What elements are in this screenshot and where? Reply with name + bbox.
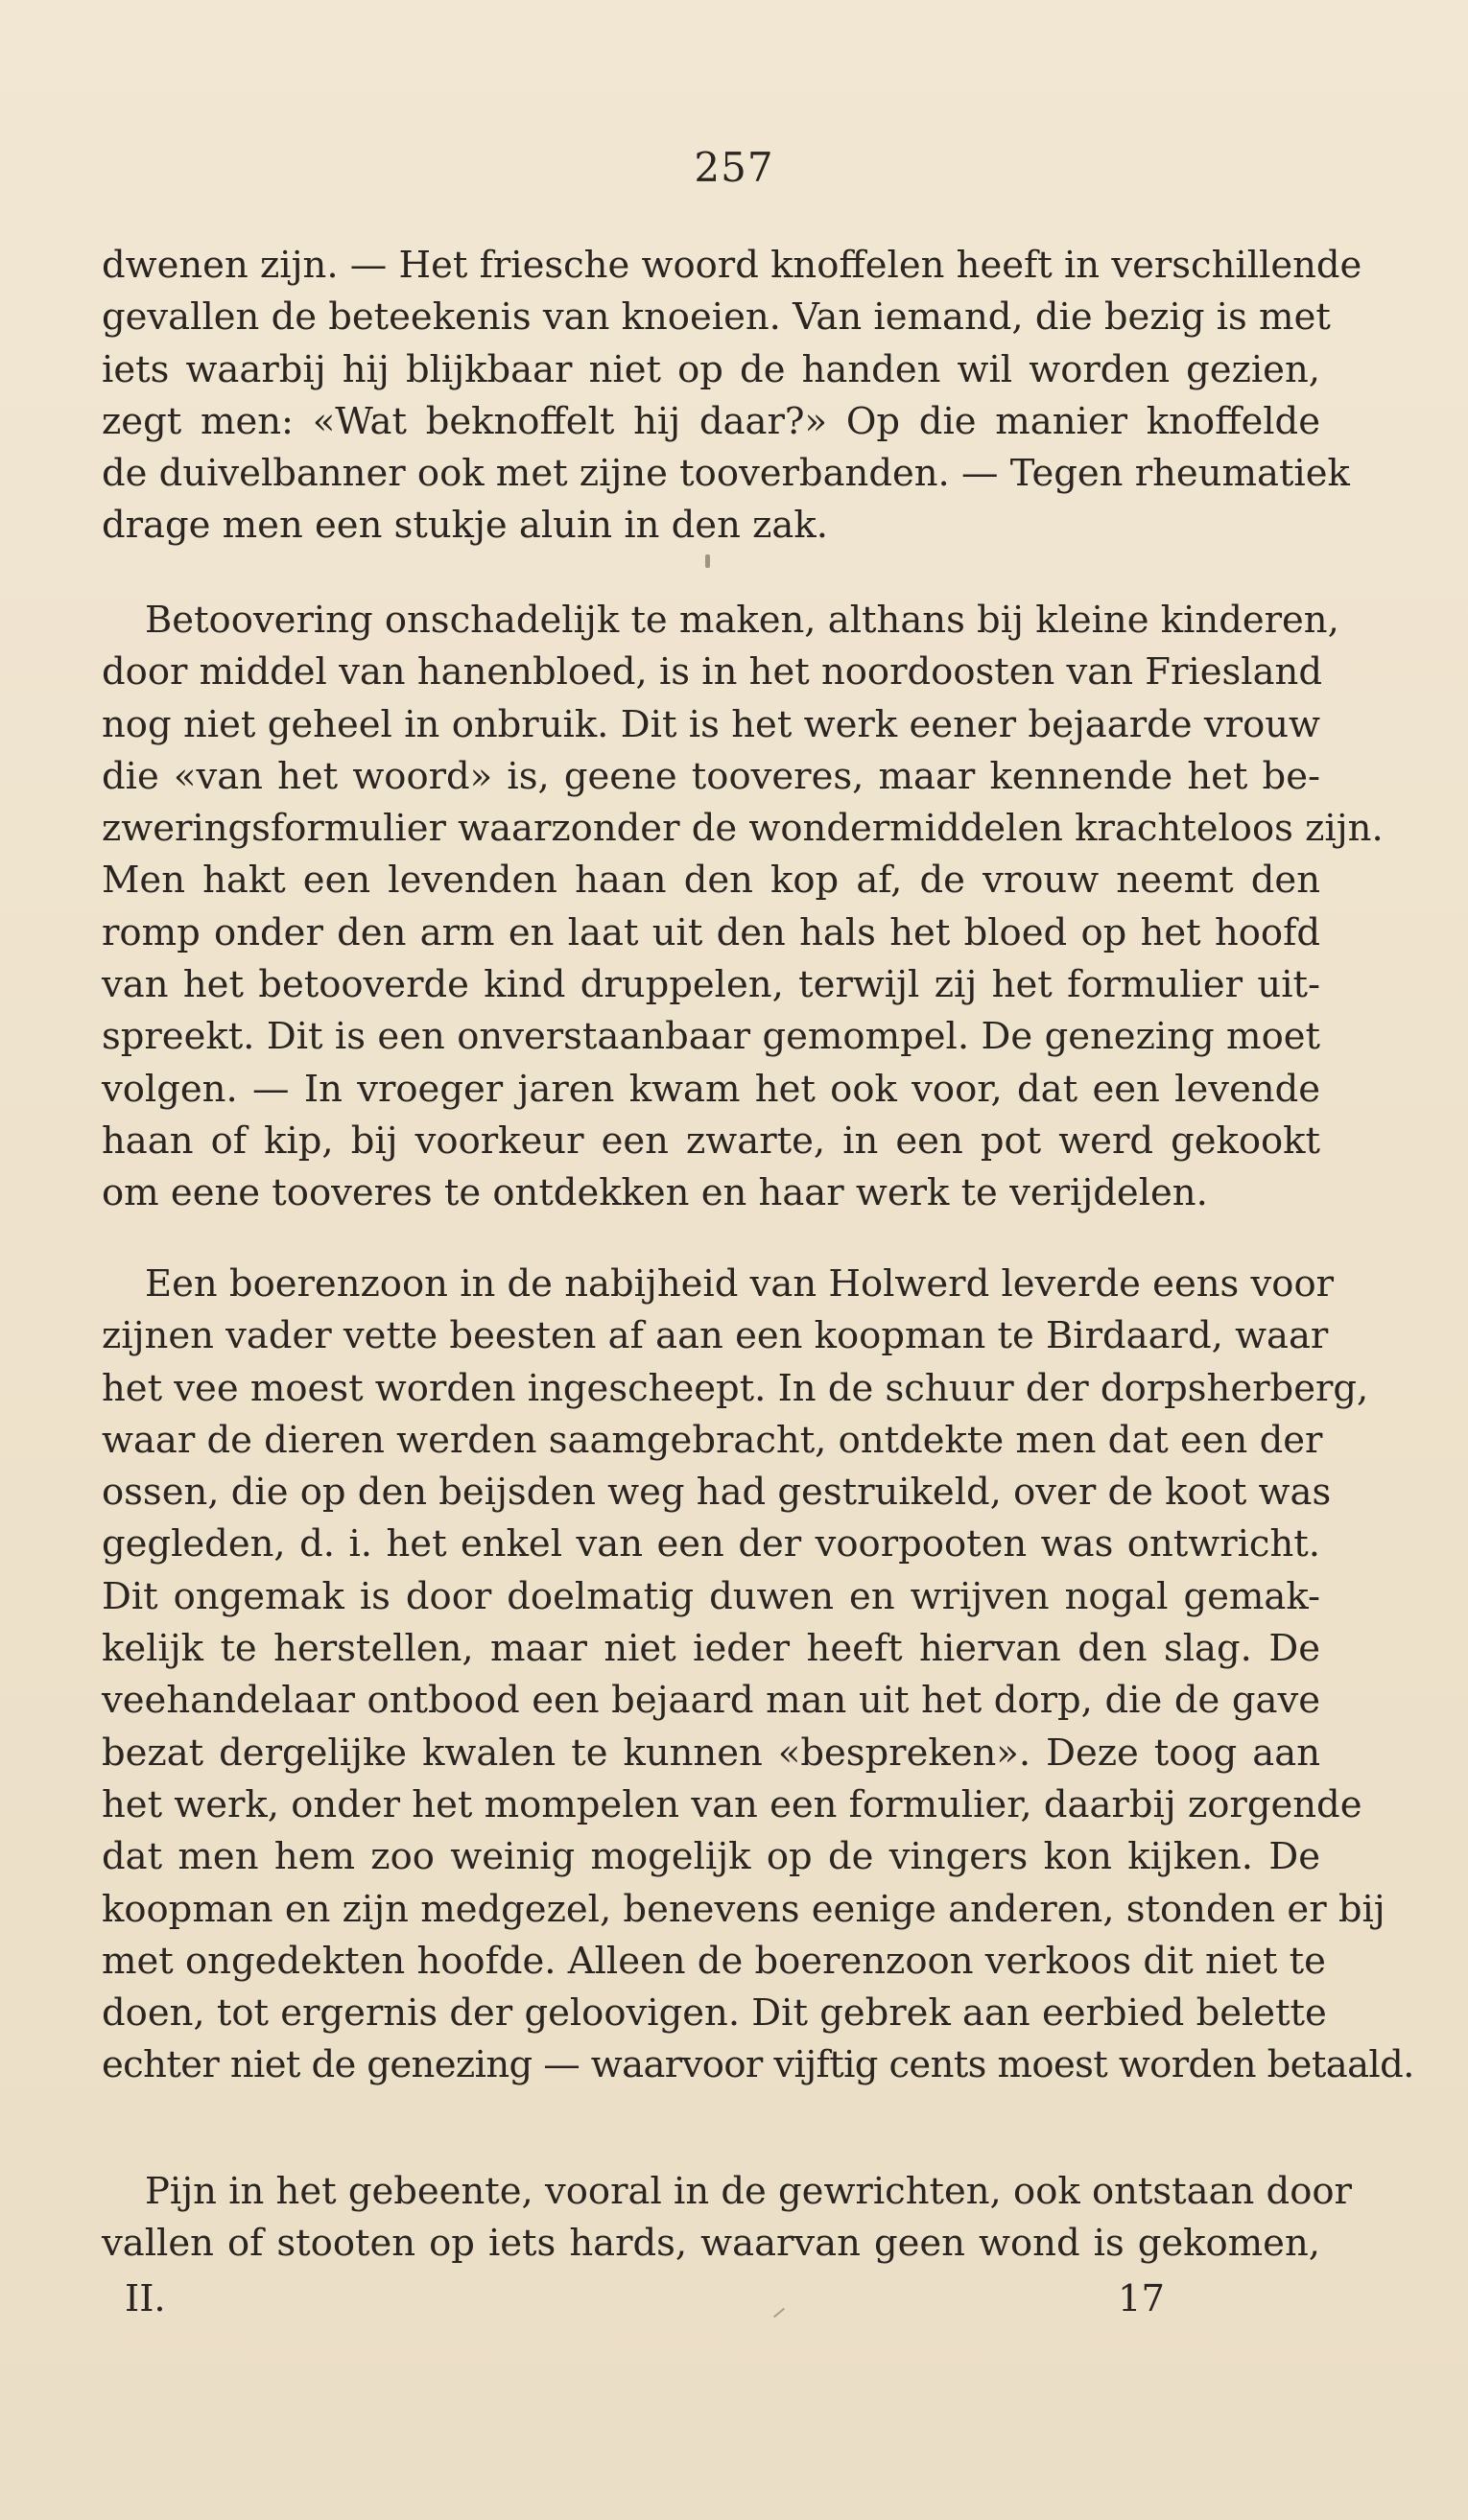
text-line: Dit ongemak is door doelmatig duwen en wrijven nogal gemak- [102,1574,1320,1618]
signature-mark: II. [125,2277,166,2320]
sheet-number: 17 [1118,2277,1165,2320]
text-line: het werk, onder het mompelen van een formulier, daarbij zorgende [102,1782,1362,1826]
text-line: het vee moest worden ingescheept. In de schuur der dorpsherberg, [102,1366,1369,1410]
paragraph-1 [102,240,1362,553]
text-line: bezat dergelijke kwalen te kunnen «bespreken». Deze toog aan [102,1731,1320,1775]
text-line: dwenen zijn. — Het friesche woord knoffelen heeft in verschillende [102,244,1362,287]
text-line: Betoovering onschadelijk te maken, althans bij kleine kinderen, [145,599,1339,642]
text-line: haan of kip, bij voorkeur een zwarte, in een pot werd gekookt [102,1119,1320,1163]
text-line: drage men een stukje aluin in den zak. [102,504,828,548]
text-line: met ongedekten hoofde. Alleen de boerenzoon verkoos dit niet te [102,1939,1326,1983]
text-line: romp onder den arm en laat uit den hals het bloed op het hoofd [102,910,1320,954]
text-line: doen, tot ergernis der geloovigen. Dit gebrek aan eerbied belette [102,1991,1327,2036]
text-line: iets waarbij hij blijkbaar niet op de handen wil worden gezien, [102,347,1320,391]
text-line: kelijk te herstellen, maar niet ieder heeft hiervan den slag. De [102,1627,1320,1671]
paragraph-2 [102,595,1384,1220]
text-line: zegt men: «Wat beknoffelt hij daar?» Op die manier knoffelde [102,399,1320,443]
text-line: vallen of stooten op iets hards, waarvan geen wond is gekomen, [102,2222,1320,2266]
text-line: om eene tooveres te ontdekken en haar werk te verijdelen. [102,1171,1208,1215]
text-line: volgen. — In vroeger jaren kwam het ook voor, dat een levende [102,1067,1320,1111]
text-line: Men hakt een levenden haan den kop af, de vrouw neemt den [102,859,1320,903]
paragraph-3 [102,1259,1414,2092]
text-line: waar de dieren werden saamgebracht, ontdekte men dat een der [102,1418,1323,1462]
text-line: gegleden, d. i. het enkel van een der voorpooten was ontwricht. [102,1522,1320,1566]
text-line: dat men hem zoo weinig mogelijk op de vingers kon kijken. De [102,1835,1320,1879]
page-number: 257 [694,144,774,191]
text-line: spreekt. Dit is een onverstaanbaar gemompel. De genezing moet [102,1015,1320,1059]
text-line: Pijn in het gebeente, vooral in de gewrichten, ook ontstaan door [145,2170,1352,2213]
text-line: die «van het woord» is, geene tooveres, maar kennende het be- [102,754,1320,798]
text-line: veehandelaar ontbood een bejaard man uit het dorp, die de gave [102,1679,1320,1723]
text-line: koopman en zijn medgezel, benevens eenige anderen, stonden er bij [102,1887,1385,1931]
text-line: door middel van hanenbloed, is in het noordoosten van Friesland [102,650,1322,695]
ink-mark [705,554,710,568]
text-line: echter niet de genezing — waarvoor vijftig cents moest worden betaald. [102,2043,1414,2087]
text-line: van het betooverde kind druppelen, terwijl zij het formulier uit- [102,963,1320,1007]
text-line: nog niet geheel in onbruik. Dit is het werk eener bejaarde vrouw [102,702,1320,746]
text-line: gevallen de beteekenis van knoeien. Van iemand, die bezig is met [102,295,1331,340]
text-line: Een boerenzoon in de nabijheid van Holwerd leverde eens voor [145,1262,1335,1306]
text-line: zijnen vader vette beesten af aan een koopman te Birdaard, waar [102,1314,1329,1358]
text-line: ossen, die op den beijsden weg had gestruikeld, over de koot was [102,1471,1332,1515]
text-line: zweringsformulier waarzonder de wondermiddelen krachteloos zijn. [102,807,1384,851]
paragraph-4 [102,2166,1352,2271]
ink-mark [773,2308,785,2319]
text-line: de duivelbanner ook met zijne tooverbanden. — Tegen rheumatiek [102,452,1350,496]
